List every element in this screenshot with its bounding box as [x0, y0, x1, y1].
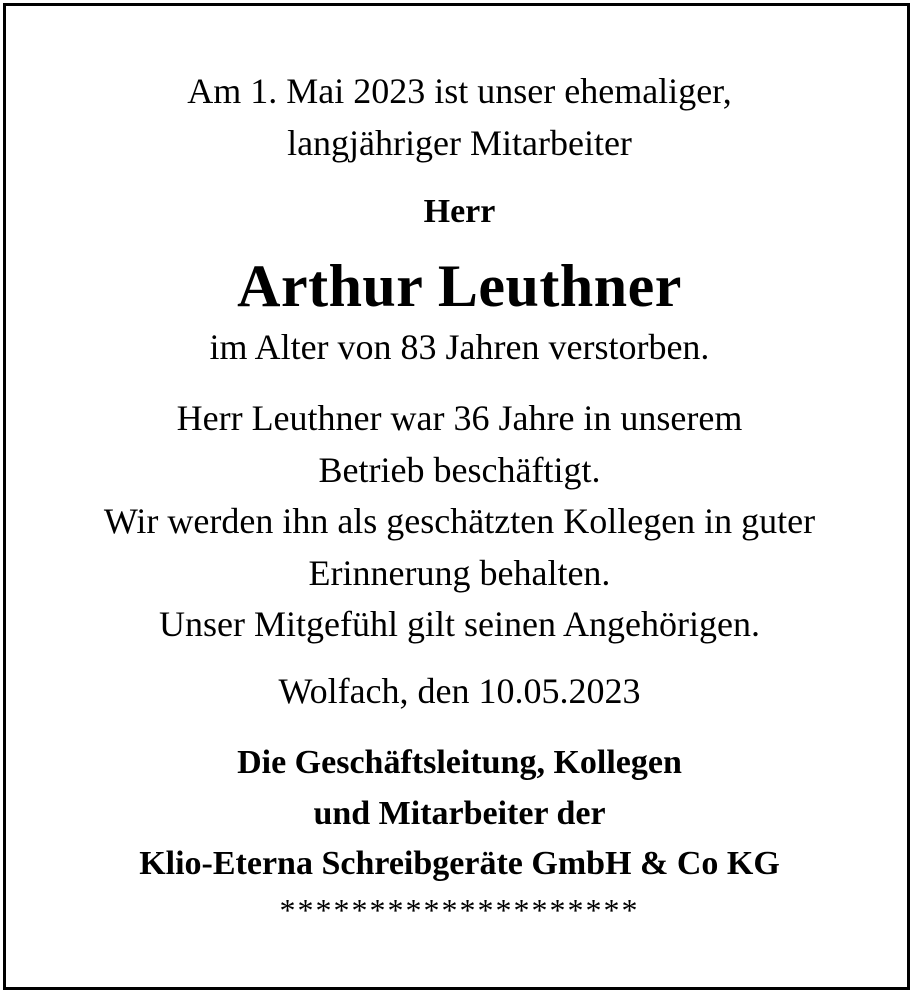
intro-line-1: Am 1. Mai 2023 ist unser ehemaliger,: [187, 71, 732, 111]
signature-line: Die Geschäftsleitung, Kollegen: [237, 744, 682, 781]
body-line: Betrieb beschäftigt.: [318, 450, 601, 490]
salutation: Herr: [423, 193, 496, 230]
body-line: Herr Leuthner war 36 Jahre in unserem: [176, 398, 743, 438]
star-divider: ********************: [279, 892, 640, 928]
signature-line: und Mitarbeiter der: [313, 795, 606, 832]
age-line: im Alter von 83 Jahren verstorben.: [209, 327, 710, 367]
signature-line: Klio-Eterna Schreibgeräte GmbH & Co KG: [139, 845, 780, 882]
intro-line-2: langjähriger Mitarbeiter: [287, 123, 632, 163]
body-line: Erinnerung behalten.: [308, 553, 611, 593]
place-date: Wolfach, den 10.05.2023: [278, 671, 641, 711]
body-line: Wir werden ihn als geschätzten Kollegen in guter: [103, 501, 816, 541]
body-line: Unser Mitgefühl gilt seinen Angehörigen.: [159, 604, 760, 644]
deceased-name: Arthur Leuthner: [237, 253, 682, 319]
